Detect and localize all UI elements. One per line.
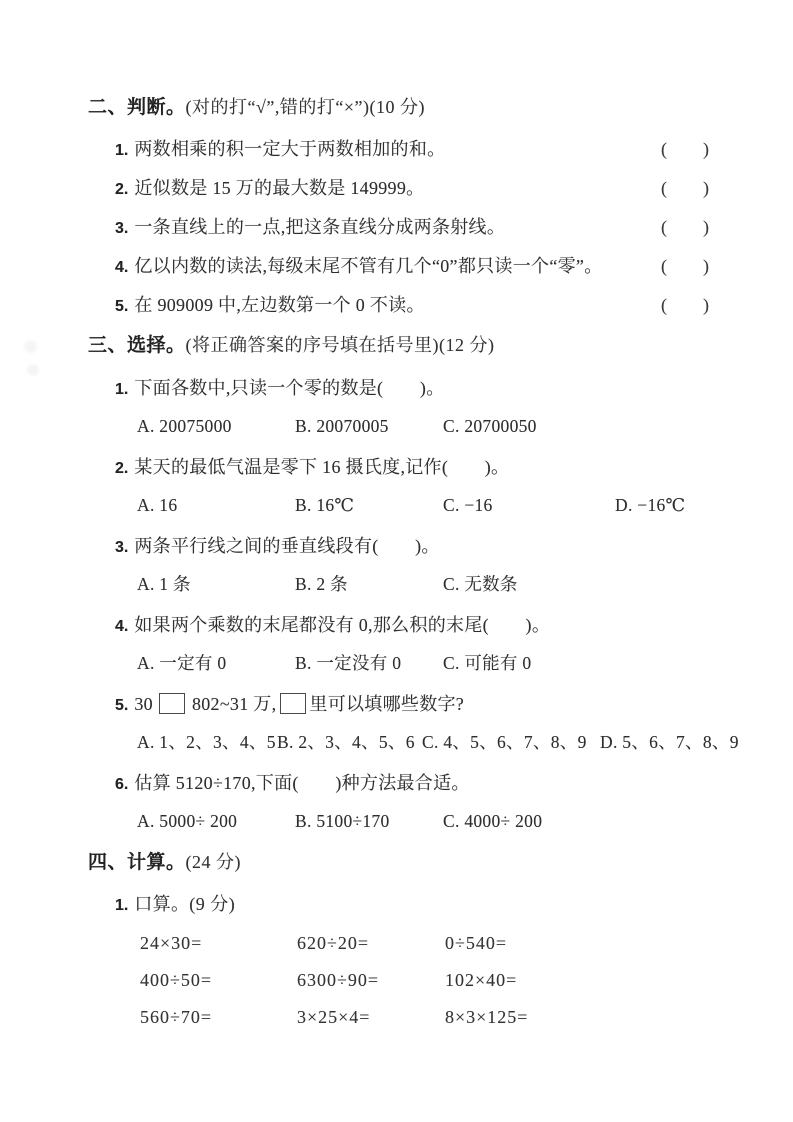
question-text: 在 909009 中,左边数第一个 0 不读。	[134, 295, 425, 315]
choice-question-2	[88, 455, 710, 481]
option-a: A. 1、2、3、4、5	[137, 732, 276, 752]
question-text: 下面各数中,只读一个零的数是( )。	[134, 378, 445, 398]
option-a: A. 16	[137, 495, 178, 515]
option-b: B. 5100÷170	[295, 811, 390, 831]
choice-question-3	[88, 534, 710, 560]
oral-calc-row-1	[88, 931, 710, 955]
judgment-question-5	[88, 294, 710, 318]
question-text: 一条直线上的一点,把这条直线分成两条射线。	[134, 217, 506, 237]
option-a: A. 1 条	[137, 574, 191, 594]
math-expression: 620÷20=	[297, 933, 370, 953]
question-number: 1.	[115, 381, 129, 398]
oral-calc-subheading	[88, 892, 710, 918]
option-c: C. 4、5、6、7、8、9	[422, 732, 587, 752]
option-c: C. 4000÷ 200	[443, 811, 543, 831]
question-number: 3.	[115, 220, 129, 237]
scan-smudge	[24, 340, 37, 353]
math-expression: 8×3×125=	[445, 1007, 529, 1027]
section-calculation-title: 四、计算。	[88, 852, 186, 873]
question-line	[115, 216, 505, 240]
option-c: C. 20700050	[443, 416, 537, 436]
math-expression: 6300÷90=	[297, 970, 380, 990]
answer-bracket: ( )	[661, 217, 709, 237]
question-number: 2.	[115, 181, 129, 198]
fill-in-box	[280, 693, 306, 714]
option-d: D. −16℃	[615, 495, 686, 515]
choice-question-6	[88, 771, 710, 797]
section-calculation-note: (24 分)	[185, 852, 242, 872]
option-b: B. 2 条	[295, 574, 348, 594]
judgment-question-3	[88, 216, 710, 240]
option-a: A. 一定有 0	[137, 653, 227, 673]
section-judgment-header	[88, 95, 710, 121]
math-expression: 560÷70=	[140, 1007, 213, 1027]
math-expression: 102×40=	[445, 970, 518, 990]
option-a: A. 20075000	[137, 416, 232, 436]
question-text: 如果两个乘数的末尾都没有 0,那么积的末尾( )。	[134, 615, 551, 635]
sub-question-note: (9 分)	[189, 894, 236, 914]
section-judgment-note: (对的打“√”,错的打“×”)(10 分)	[185, 97, 425, 117]
section-judgment-title: 二、判断。	[88, 97, 186, 118]
question-text: 亿以内数的读法,每级末尾不管有几个“0”都只读一个“零”。	[134, 256, 603, 276]
judgment-question-2	[88, 177, 710, 201]
paper-content	[88, 95, 739, 1042]
choice-options-3	[88, 572, 710, 596]
sub-question-text: 口算。	[134, 894, 190, 914]
choice-options-1	[88, 414, 710, 438]
option-c: C. −16	[443, 495, 493, 515]
choice-question-5	[88, 692, 710, 718]
question-number: 2.	[115, 460, 129, 477]
section-choice-title: 三、选择。	[88, 335, 186, 356]
math-expression: 400÷50=	[140, 970, 213, 990]
question-text-mid: 802~31 万,	[191, 694, 277, 714]
option-c: C. 可能有 0	[443, 653, 532, 673]
question-number: 4.	[115, 618, 129, 635]
question-number: 4.	[115, 259, 129, 276]
choice-question-1	[88, 376, 710, 402]
question-number: 5.	[115, 298, 129, 315]
question-text: 某天的最低气温是零下 16 摄氏度,记作( )。	[134, 457, 510, 477]
question-line	[115, 177, 424, 201]
math-expression: 0÷540=	[445, 933, 508, 953]
math-expression: 24×30=	[140, 933, 203, 953]
question-line	[115, 255, 603, 279]
option-b: B. 16℃	[295, 495, 355, 515]
answer-bracket: ( )	[661, 139, 709, 159]
scan-smudge	[27, 364, 39, 376]
section-choice-header	[88, 333, 710, 359]
answer-bracket: ( )	[661, 295, 709, 315]
question-number: 1.	[115, 142, 129, 159]
question-line	[115, 138, 445, 162]
question-text: 两数相乘的积一定大于两数相加的和。	[134, 139, 446, 159]
sub-question-number: 1.	[115, 897, 129, 914]
answer-bracket: ( )	[661, 178, 709, 198]
choice-options-6	[88, 809, 710, 833]
choice-options-5	[88, 730, 739, 754]
oral-calc-row-2	[88, 968, 710, 992]
question-number: 5.	[115, 697, 129, 714]
question-text: 近似数是 15 万的最大数是 149999。	[134, 178, 425, 198]
choice-options-2	[88, 493, 710, 517]
option-b: B. 20070005	[295, 416, 389, 436]
question-line	[115, 294, 425, 318]
section-choice-note: (将正确答案的序号填在括号里)(12 分)	[185, 335, 495, 355]
judgment-question-1	[88, 138, 710, 162]
option-d: D. 5、6、7、8、9	[600, 732, 739, 752]
oral-calc-row-3	[88, 1005, 710, 1029]
answer-bracket: ( )	[661, 256, 709, 276]
option-b: B. 2、3、4、5、6	[277, 732, 415, 752]
section-calculation-header	[88, 850, 710, 876]
question-number: 3.	[115, 539, 129, 556]
option-c: C. 无数条	[443, 574, 518, 594]
choice-options-4	[88, 651, 710, 675]
question-text: 估算 5120÷170,下面( )种方法最合适。	[134, 773, 470, 793]
fill-in-box	[159, 693, 185, 714]
question-text-post: 里可以填哪些数字?	[309, 694, 465, 714]
question-text-pre: 30	[134, 694, 153, 714]
question-number: 6.	[115, 776, 129, 793]
choice-question-4	[88, 613, 710, 639]
math-expression: 3×25×4=	[297, 1007, 371, 1027]
question-text: 两条平行线之间的垂直线段有( )。	[134, 536, 440, 556]
judgment-question-4	[88, 255, 710, 279]
option-a: A. 5000÷ 200	[137, 811, 238, 831]
option-b: B. 一定没有 0	[295, 653, 402, 673]
